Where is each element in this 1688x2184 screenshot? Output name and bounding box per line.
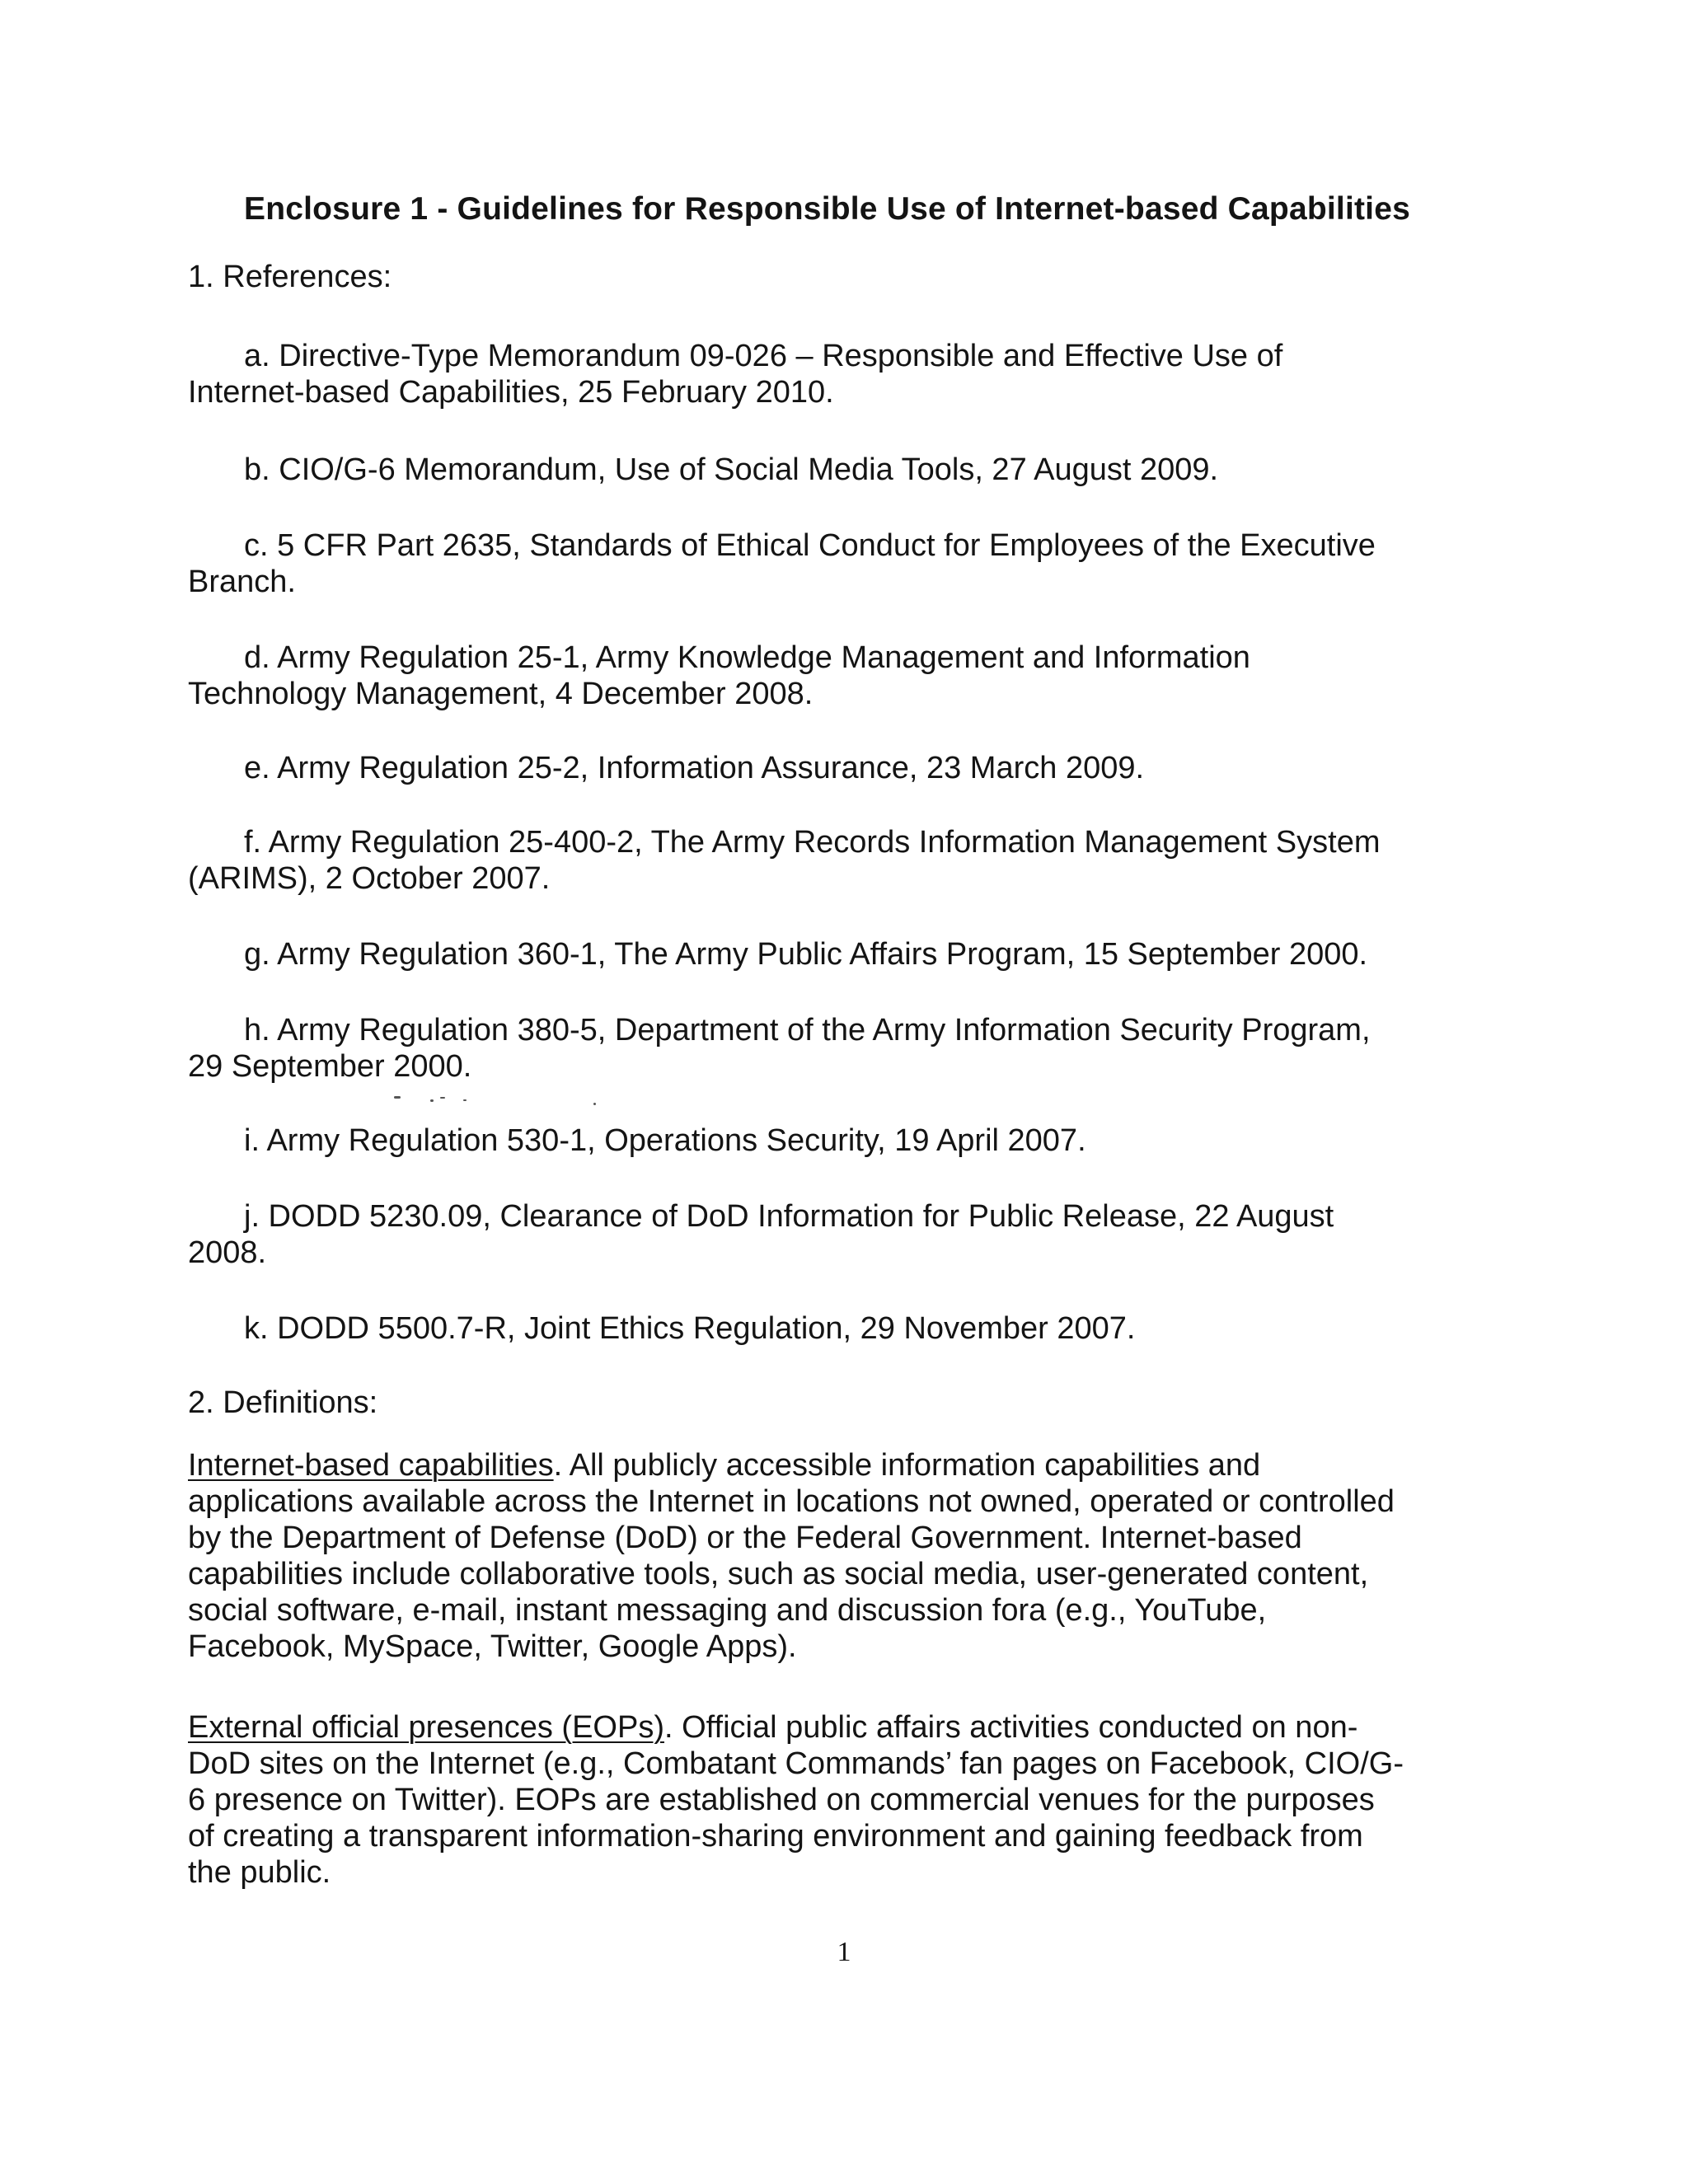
reference-c-line2: Branch. <box>188 565 296 599</box>
reference-b: b. CIO/G-6 Memorandum, Use of Social Media Tools, 27 August 2009. <box>244 452 1219 487</box>
reference-a-line1: a. Directive-Type Memorandum 09-026 – Responsible and Effective Use of <box>244 339 1283 373</box>
definition-ibc-line1 <box>188 1447 1260 1483</box>
reference-e: e. Army Regulation 25-2, Information Assurance, 23 March 2009. <box>244 751 1145 785</box>
reference-d-line2: Technology Management, 4 December 2008. <box>188 677 814 711</box>
reference-h-line1: h. Army Regulation 380-5, Department of the Army Information Security Program, <box>244 1013 1371 1047</box>
definition-eop-line2: DoD sites on the Internet (e.g., Combatant Commands’ fan pages on Facebook, CIO/G- <box>188 1746 1404 1781</box>
definition-ibc-term: Internet-based capabilities <box>188 1448 554 1483</box>
scan-speck <box>430 1099 434 1102</box>
definition-ibc-line5: social software, e-mail, instant messaging and discussion fora (e.g., YouTube, <box>188 1593 1267 1628</box>
scan-speck <box>394 1096 401 1099</box>
definition-ibc-line1-text: . All publicly accessible information capabilities and <box>553 1448 1261 1483</box>
section-heading-definitions: 2. Definitions: <box>188 1385 378 1420</box>
reference-h-line2: 29 September 2000. <box>188 1049 472 1084</box>
definition-eop-line1 <box>188 1709 1357 1746</box>
reference-c-line1: c. 5 CFR Part 2635, Standards of Ethical Conduct for Employees of the Executive <box>244 528 1376 563</box>
reference-g: g. Army Regulation 360-1, The Army Public Affairs Program, 15 September 2000. <box>244 937 1368 972</box>
scan-speck <box>440 1097 445 1099</box>
definition-eop-line4: of creating a transparent information-sharing environment and gaining feedback from <box>188 1819 1363 1854</box>
reference-f-line1: f. Army Regulation 25-400-2, The Army Records Information Management System <box>244 825 1381 860</box>
scan-speck <box>593 1103 596 1105</box>
page-title: Enclosure 1 - Guidelines for Responsible Use of Internet-based Capabilities <box>244 191 1410 227</box>
definition-eop-line5: the public. <box>188 1855 331 1890</box>
section-heading-references: 1. References: <box>188 260 392 294</box>
scan-speck <box>463 1099 467 1101</box>
definition-ibc-line3: by the Department of Defense (DoD) or the Federal Government. Internet-based <box>188 1521 1302 1555</box>
reference-k: k. DODD 5500.7-R, Joint Ethics Regulation, 29 November 2007. <box>244 1311 1136 1346</box>
definition-ibc-line6: Facebook, MySpace, Twitter, Google Apps). <box>188 1629 797 1664</box>
reference-f-line2: (ARIMS), 2 October 2007. <box>188 861 551 896</box>
definition-eop-term: External official presences (EOPs) <box>188 1710 664 1745</box>
reference-j-line2: 2008. <box>188 1235 267 1270</box>
definition-eop-line3: 6 presence on Twitter). EOPs are established on commercial venues for the purposes <box>188 1783 1375 1817</box>
page-number: 1 <box>837 1937 851 1967</box>
definition-ibc-line4: capabilities include collaborative tools, such as social media, user-generated content, <box>188 1557 1369 1591</box>
definition-ibc-line2: applications available across the Internet in locations not owned, operated or controlled <box>188 1484 1395 1519</box>
definition-eop-line1-text: . Official public affairs activities conducted on non- <box>663 1710 1358 1745</box>
reference-i: i. Army Regulation 530-1, Operations Security, 19 April 2007. <box>244 1123 1086 1158</box>
reference-j-line1: j. DODD 5230.09, Clearance of DoD Information for Public Release, 22 August <box>244 1199 1334 1234</box>
reference-a-line2: Internet-based Capabilities, 25 February 2010. <box>188 375 834 410</box>
reference-d-line1: d. Army Regulation 25-1, Army Knowledge Management and Information <box>244 640 1250 675</box>
